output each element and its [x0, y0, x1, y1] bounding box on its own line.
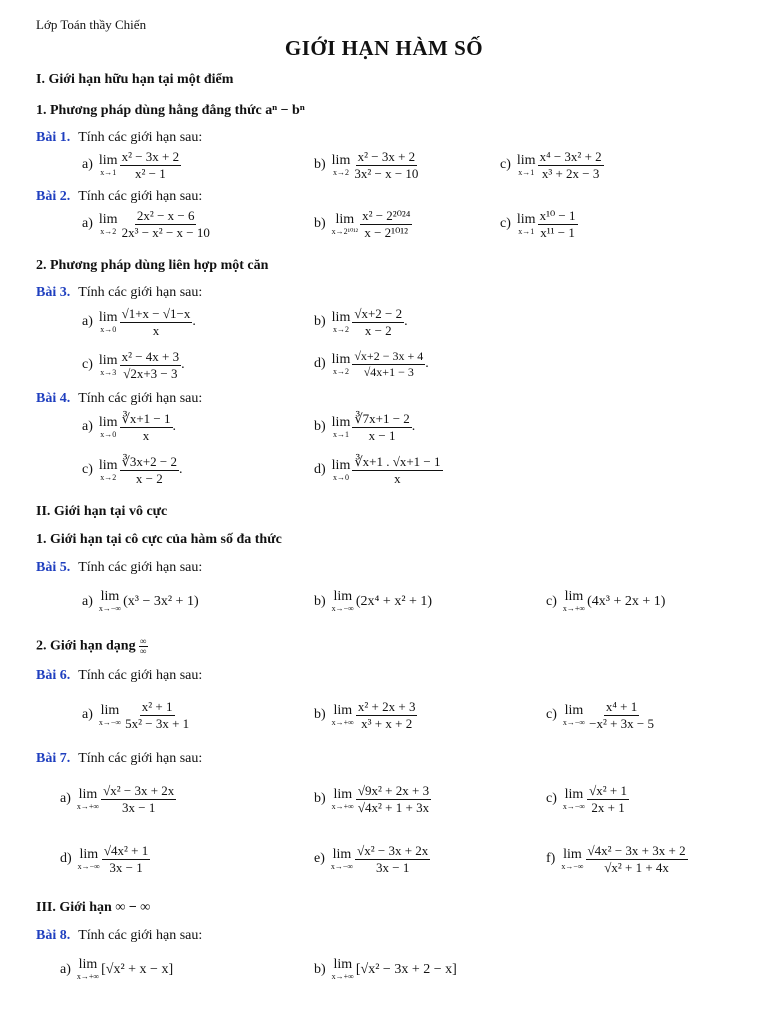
limit-operator: lim x→−∞ — [98, 589, 122, 613]
item-label: a) — [82, 593, 93, 609]
exercise-number: Bài 4. — [36, 391, 71, 406]
exercise-instruction: Tính các giới hạn sau: — [78, 751, 203, 766]
expression: [√x² − 3x + 2 − x] — [355, 961, 457, 977]
fraction: $\frac{\text{√9x² + 2x + 3}}{\text{√4x² + 1 + 3x}}$ — [357, 783, 430, 815]
exercise-8a — [60, 958, 173, 981]
item-label: d) — [60, 851, 72, 867]
item-label: c) — [546, 707, 557, 723]
exercise-4d — [314, 455, 443, 485]
fraction: $\frac{√1+x - √1-x}{x}$ — [121, 306, 191, 338]
exercise-number: Bài 7. — [36, 751, 71, 766]
item-label: d) — [314, 356, 326, 372]
fraction: $\frac{\text{x⁴ + 1}}{\text{−x² + 3x − 5}}$ — [589, 699, 655, 731]
fraction: $\frac{\text{√x² − 3x + 2x}}{3x - 1}$ — [103, 783, 175, 815]
expression: (4x³ + 2x + 1) — [587, 593, 666, 609]
exercise-1c — [500, 150, 604, 180]
page-title: GIỚI HẠN HÀM SỐ — [284, 36, 484, 60]
exercise-number: Bài 3. — [36, 285, 71, 300]
limit-operator: lim x→+∞ — [562, 589, 586, 613]
item-label: b) — [314, 216, 326, 232]
item-label: b) — [314, 157, 326, 173]
limit-operator: lim x→0 — [331, 457, 351, 482]
exercise-8-heading — [36, 928, 202, 944]
subsection-heading-1-2: 2. Phương pháp dùng liên hợp một căn — [36, 258, 269, 273]
fraction: $\frac{\text{√x² − 3x + 2x}}{3x - 1}$ — [357, 843, 429, 875]
exercise-instruction: Tính các giới hạn sau: — [78, 130, 203, 145]
exercise-5-heading — [36, 560, 202, 576]
exercise-7c — [546, 784, 629, 814]
limit-operator: lim x→−∞ — [77, 846, 100, 871]
exercise-instruction: Tính các giới hạn sau: — [78, 668, 203, 683]
item-label: e) — [314, 851, 325, 867]
limit-operator: lim x→0 — [98, 309, 118, 334]
exercise-7e — [314, 844, 430, 874]
fraction: $\frac{\text{x² − 3x + 2}}{\text{3x² − x − 10}}$ — [354, 149, 419, 181]
fraction: $\frac{\text{x¹⁰ − 1}}{\text{x¹¹ − 1}}$ — [539, 208, 576, 240]
exercise-number: Bài 1. — [36, 130, 71, 145]
exercise-4c — [82, 455, 183, 485]
limit-operator: lim x→1 — [331, 414, 351, 439]
limit-operator: lim x→1 — [516, 152, 536, 177]
section-heading-3: III. Giới hạn ∞ − ∞ — [36, 900, 151, 915]
subsection-heading-2-2: 2. Giới hạn dạng ∞ ∞ — [36, 636, 147, 656]
exercise-7b — [314, 784, 431, 814]
trailing-dot: . — [192, 314, 196, 330]
exercise-5a — [82, 590, 199, 613]
limit-operator: lim x→2 — [98, 457, 118, 482]
limit-operator: lim x→2 — [98, 211, 118, 236]
exercise-1-heading — [36, 130, 202, 146]
item-label: b) — [314, 961, 326, 977]
fraction: $\frac{√x+2 - 3x + 4}{√4x+1 - 3}$ — [354, 349, 424, 379]
limit-operator: lim x→+∞ — [331, 957, 354, 981]
item-label: c) — [546, 791, 557, 807]
trailing-dot: . — [411, 419, 416, 435]
exercise-8b — [314, 958, 457, 981]
item-label: b) — [314, 314, 326, 330]
fraction: $\frac{∛7x+1 - 2}{x - 1}$ — [354, 411, 410, 443]
exercise-6a — [82, 700, 191, 730]
item-label: b) — [314, 707, 326, 723]
limit-operator: lim x→2¹⁰¹² — [331, 211, 359, 236]
fraction: $\frac{\text{√x² + 1}}{2x + 1}$ — [589, 783, 627, 815]
item-label: a) — [60, 791, 71, 807]
fraction: $\frac{\text{x² − 3x + 2}}{\text{x² − 1}}$ — [121, 149, 180, 181]
item-label: c) — [82, 357, 93, 373]
header-text: Lớp Toán thầy Chiến — [36, 17, 147, 32]
exercise-number: Bài 2. — [36, 189, 71, 204]
exercise-2-heading — [36, 189, 202, 205]
limit-operator: lim x→−∞ — [561, 846, 584, 871]
exercise-7a — [60, 784, 176, 814]
exercise-number: Bài 5. — [36, 560, 71, 575]
trailing-dot: . — [404, 314, 408, 330]
exercise-7d — [60, 844, 150, 874]
exercise-number: Bài 8. — [36, 928, 71, 943]
exercise-2b — [314, 209, 412, 239]
limit-operator: lim x→−∞ — [331, 589, 354, 613]
limit-operator: lim x→−∞ — [562, 786, 586, 811]
fraction: $\frac{\text{2x² − x − 6}}{\text{2x³ − x² − x − 10}}$ — [121, 208, 210, 240]
limit-operator: lim x→−∞ — [330, 846, 354, 871]
item-label: c) — [500, 157, 511, 173]
exercise-7f — [546, 844, 688, 874]
fraction: $\frac{√x+2 - 2}{x - 2}$ — [354, 306, 403, 338]
exercise-3c — [82, 350, 185, 380]
fraction: $\frac{\text{x² + 2x + 3}}{\text{x³ + x + 2}}$ — [357, 699, 416, 731]
fraction: $\frac{∛x+1 . √x+1 - 1}{x}$ — [354, 454, 441, 486]
subsection-heading-1-1: 1. Phương pháp dùng hằng đẳng thức aⁿ − bⁿ — [36, 103, 305, 118]
item-label: a) — [82, 707, 93, 723]
subsection-heading-2-1: 1. Giới hạn tại cô cực của hàm số đa thức — [36, 532, 282, 547]
fraction: $\frac{∛3x+2 - 2}{x - 2}$ — [121, 454, 178, 486]
exercise-number: Bài 6. — [36, 668, 71, 683]
fraction: $\frac{∛x+1 - 1}{x}$ — [121, 411, 171, 443]
exercise-6c — [546, 700, 656, 730]
section-heading-2: II. Giới hạn tại vô cực — [36, 504, 168, 519]
limit-operator: lim x→2 — [331, 309, 351, 334]
fraction: $\frac{\text{x² − 4x + 3}}{√2x+3 - 3}$ — [121, 349, 180, 381]
item-label: a) — [82, 216, 93, 232]
exercise-instruction: Tính các giới hạn sau: — [78, 189, 203, 204]
exercise-3-heading — [36, 285, 202, 301]
item-label: b) — [314, 419, 326, 435]
exercise-4a — [82, 412, 176, 442]
limit-operator: lim x→−∞ — [562, 702, 586, 727]
exercise-5c — [546, 590, 665, 613]
trailing-dot: . — [425, 356, 429, 372]
item-label: c) — [500, 216, 511, 232]
exercise-3a — [82, 307, 196, 337]
exercise-instruction: Tính các giới hạn sau: — [78, 285, 203, 300]
limit-operator: lim x→2 — [331, 152, 351, 177]
limit-operator: lim x→3 — [98, 352, 118, 377]
fraction: $\frac{\text{x⁴ − 3x² + 2}}{\text{x³ + 2x − 3}}$ — [539, 149, 602, 181]
item-label: a) — [82, 314, 93, 330]
limit-operator: lim x→1 — [98, 152, 118, 177]
trailing-dot: . — [179, 462, 183, 478]
fraction: $\frac{\text{x² + 1}}{\text{5x² − 3x + 1}}$ — [125, 699, 190, 731]
limit-operator: lim x→1 — [516, 211, 536, 236]
exercise-2a — [82, 209, 212, 239]
exercise-6b — [314, 700, 417, 730]
exercise-instruction: Tính các giới hạn sau: — [78, 391, 203, 406]
expression: (x³ − 3x² + 1) — [123, 593, 199, 609]
exercise-3d — [314, 350, 429, 378]
exercise-2c — [500, 209, 578, 239]
fraction: $\frac{\text{√4x² − 3x + 3x + 2}}{\text{√x² + 1 + 4x}}$ — [587, 843, 686, 875]
exercise-5b — [314, 590, 432, 613]
limit-operator: lim x→+∞ — [76, 786, 100, 811]
exercise-1a — [82, 150, 181, 180]
item-label: a) — [82, 157, 93, 173]
exercise-1b — [314, 150, 420, 180]
exercise-4-heading — [36, 391, 202, 407]
item-label: d) — [314, 462, 326, 478]
item-label: a) — [60, 961, 71, 977]
item-label: c) — [82, 462, 93, 478]
trailing-dot: . — [181, 357, 185, 373]
expression: (2x⁴ + x² + 1) — [355, 593, 433, 609]
exercise-4b — [314, 412, 415, 442]
trailing-dot: . — [172, 419, 177, 435]
limit-operator: lim x→+∞ — [76, 957, 100, 981]
exercise-instruction: Tính các giới hạn sau: — [78, 560, 203, 575]
exercise-7-heading — [36, 751, 202, 767]
limit-operator: lim x→+∞ — [331, 786, 354, 811]
exercise-6-heading — [36, 668, 202, 684]
limit-operator: lim x→−∞ — [98, 702, 122, 727]
item-label: a) — [82, 419, 93, 435]
item-label: f) — [546, 851, 556, 867]
exercise-3b — [314, 307, 408, 337]
item-label: c) — [546, 593, 557, 609]
limit-operator: lim x→2 — [331, 351, 351, 376]
section-heading-1: I. Giới hạn hữu hạn tại một điểm — [36, 72, 234, 87]
item-label: b) — [314, 593, 326, 609]
infinity-fraction: ∞ ∞ — [140, 636, 147, 656]
fraction: $\frac{\text{x² − 2²⁰²⁴}}{\text{x − 2¹⁰¹²}}$ — [362, 208, 411, 240]
item-label: b) — [314, 791, 326, 807]
limit-operator: lim x→0 — [98, 414, 118, 439]
exercise-instruction: Tính các giới hạn sau: — [78, 928, 203, 943]
expression: [√x² + x − x] — [101, 961, 174, 977]
limit-operator: lim x→+∞ — [331, 702, 354, 727]
fraction: $\frac{\text{√4x² + 1}}{3x - 1}$ — [103, 843, 149, 875]
